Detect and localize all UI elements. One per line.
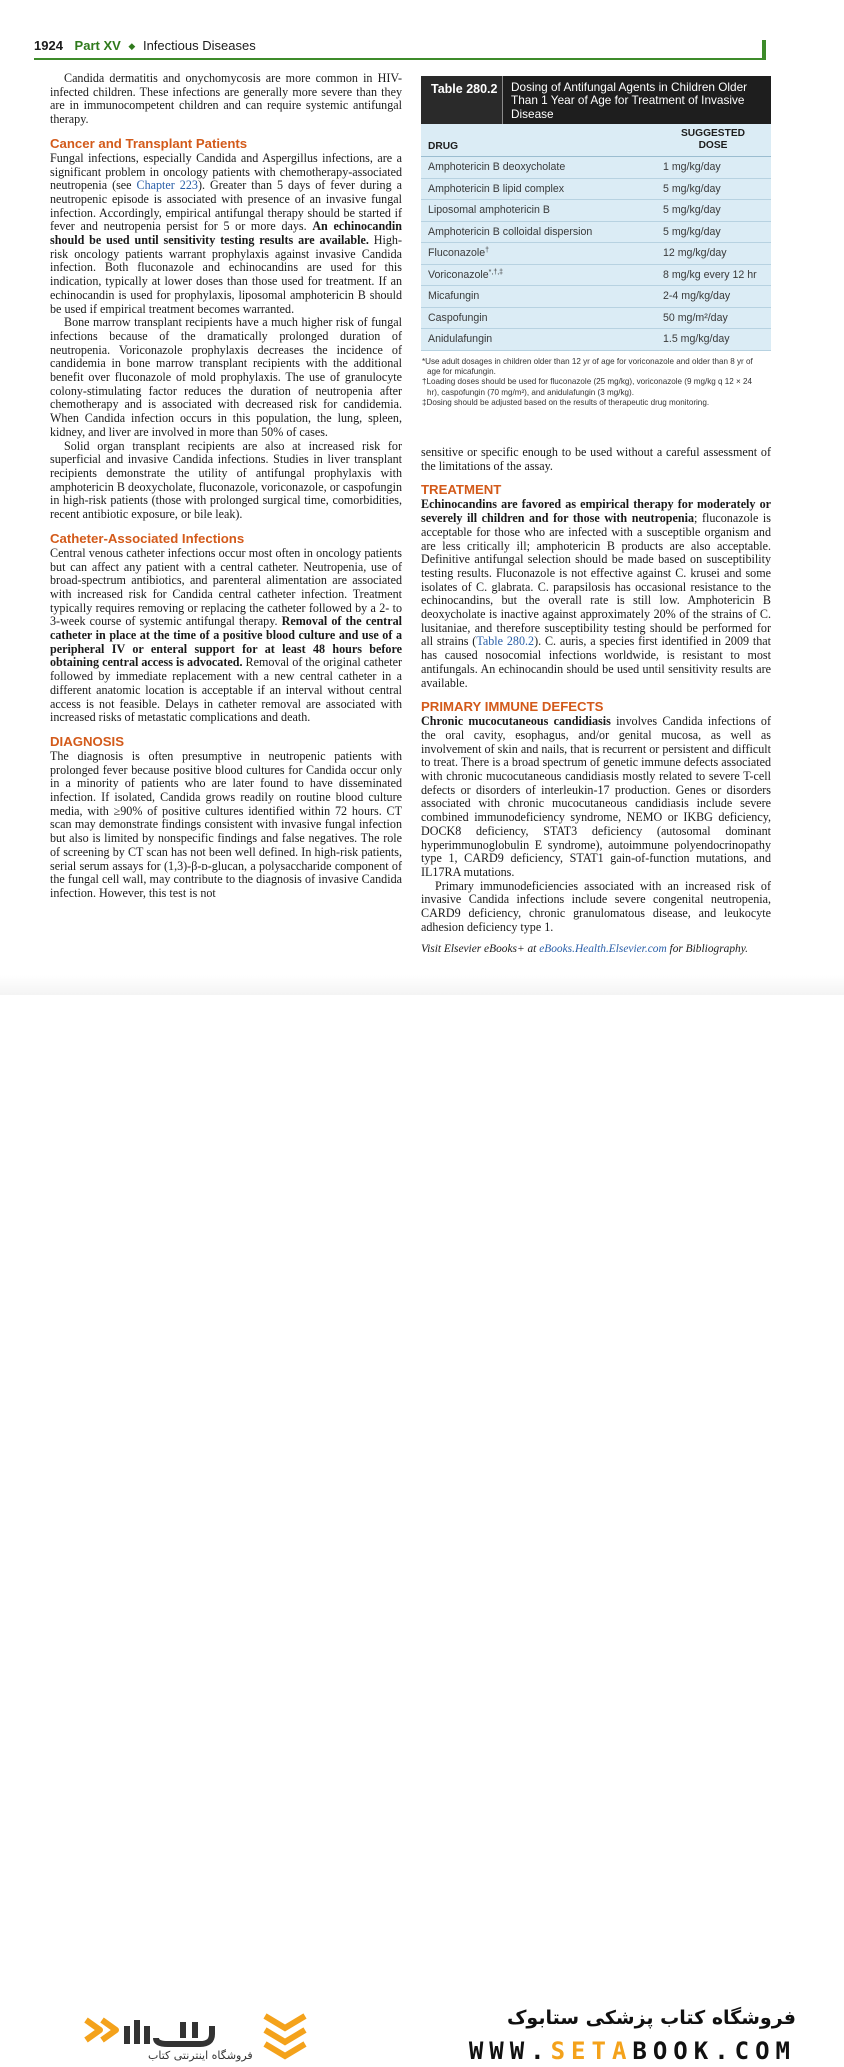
table-row <box>421 222 771 244</box>
continued-paragraph: sensitive or specific enough to be used without a careful assessment of the limitations of the assay. <box>421 445 771 473</box>
drug-dose: 2-4 mg/kg/day <box>663 290 731 302</box>
heading-catheter: Catheter-Associated Infections <box>50 530 245 546</box>
store-banner <box>0 995 844 2065</box>
table-number: Table 280.2 <box>421 76 503 124</box>
column-drug: DRUG <box>428 141 458 152</box>
drug-dose: 5 mg/kg/day <box>663 182 721 195</box>
chapter-link[interactable]: Chapter 223 <box>136 178 198 193</box>
cancer-paragraph-2: Bone marrow transplant recipients have a much higher risk of fungal infections because of the dramatically prolonged duration of neutropenia. Voriconazole prophylaxis decreases the incidence of candidemia in bone marrow transplant recipients with the additional benefit over fluconazole of mold prophylaxis. The use of granulocyte colony-stimulating factor reduces the duration of neutropenia after chemotherapy and is associated with decreased risk for candidemia. When Candida infection occurs in this population, the lung, spleen, kidney, and liver are involved in more than 50% of cases. <box>50 315 402 439</box>
table-row <box>421 286 771 308</box>
pid-paragraph-1: Chronic mucocutaneous candidiasis involves Candida infections of the oral cavity, esophagus, and/or genital mucosa, as well as involvement of skin and nails, that is recurrent or persistent and difficult to treat. There is a broad spectrum of genetic immune defects associated with chronic mucocutaneous candidiasis mostly related to severe T-cell defects or disorders of interleukin-17 production. Genes or disorders associated with chronic mucocutaneous candidiasis include severe combined immunodeficiency syndrome, NEMO or IKBG deficiency, DOCK8 deficiency, STAT3 deficiency (autosomal dominant hyperimmunoglobulin E syndrome), autoimmune polyendocrinopathy type 1, CARD9 deficiency, STAT1 gain-of-function mutations, and IL17RA mutations. <box>421 714 771 879</box>
table-row <box>421 308 771 330</box>
header-tick <box>762 40 766 60</box>
footnote: *Use adult dosages in children older than 12 yr of age for voriconazole and older than 8 yr of age for micafungin. <box>422 356 753 376</box>
catheter-paragraph: Central venous catheter infections occur most often in oncology patients but can affect any patient with a central catheter. Neutropenia, use of broad-spectrum antibiotics, and parenteral alimentation are associated with increased risk for Candida central catheter infection. Treatment typically requires removing or replacing the catheter followed by a 2- to 3-week course of systemic antifungal therapy. Removal of the central catheter in place at the time of a positive blood culture and use of a peripheral IV or enteral support for at least 48 hours before obtaining central access is advocated. Removal of the original catheter followed by immediate replacement with a new central catheter in a different anatomic location is acceptable if an interval without central access is not feasible. Delays in catheter removal are associated with increased risks of metastatic complications and death. <box>50 545 402 725</box>
footnote: †Loading doses should be used for fluconazole (25 mg/kg), voriconazole (9 mg/kg q 12 × 24 hr), caspofungin (70 mg/m²), and anidulafungin (3 mg/kg). <box>422 377 753 397</box>
diamond-icon: ◆ <box>128 41 136 51</box>
drug-name: Fluconazole† <box>428 247 490 259</box>
table-link[interactable]: Table 280.2 <box>476 634 535 649</box>
drug-dose: 50 mg/m²/day <box>663 311 728 324</box>
table-title: Dosing of Antifungal Agents in Children Older Than 1 Year of Age for Treatment of Invasive Disease <box>511 80 748 121</box>
drug-name: Liposomal amphotericin B <box>428 204 550 216</box>
page-number: 1924 <box>34 38 63 53</box>
book-page <box>0 0 844 995</box>
drug-name: Amphotericin B lipid complex <box>428 182 565 195</box>
footnote: ‡Dosing should be adjusted based on the results of therapeutic drug monitoring. <box>422 398 710 408</box>
book-stack-icon <box>262 2012 308 2067</box>
bibliography-note: Visit Elsevier eBooks+ at eBooks.Health.Elsevier.com for Bibliography. <box>421 942 749 955</box>
drug-dose: 8 mg/kg every 12 hr <box>663 268 757 281</box>
drug-dose: 12 mg/kg/day <box>663 247 727 259</box>
table-row <box>421 200 771 222</box>
running-header <box>34 38 764 58</box>
drug-name: Amphotericin B deoxycholate <box>428 161 566 173</box>
left-column <box>50 72 402 901</box>
pid-paragraph-2: Primary immunodeficiencies associated with an increased risk of invasive Candida infections include severe congenital neutropenia, CARD9 deficiency, chronic granulomatous disease, and leukocyte adhesion deficiency type 1. <box>421 878 771 934</box>
drug-dose: 5 mg/kg/day <box>663 204 721 216</box>
drug-name: Caspofungin <box>428 311 488 324</box>
column-dose: SUGGESTED DOSE <box>681 128 745 151</box>
drug-name: Amphotericin B colloidal dispersion <box>428 225 593 238</box>
table-column-headers <box>421 124 771 157</box>
heading-cancer: Cancer and Transplant Patients <box>50 135 248 151</box>
setabook-logo-icon <box>80 2012 250 2048</box>
section-label: Infectious Diseases <box>142 38 256 53</box>
cancer-paragraph-1: Fungal infections, especially Candida and Aspergillus infections, are a significant problem in oncology patients with chemotherapy-associated neutropenia (see Chapter 223). Greater than 5 days of fever during a neutropenic episode is associated with presence of an invasive fungal infection. Accordingly, empirical antifungal therapy should be started if fever and neutropenia persist for 5 or more days. An echinocandin should be used until sensitivity testing results are available. High-risk oncology patients warrant prophylaxis against invasive Candida infection. Both fluconazole and echinocandins are used for this indication, typically at lower doses than those used for treatment. If an echinocandin is used for prophylaxis, liposomal amphotericin B should be used if empirical treatment becomes warranted. <box>50 150 402 316</box>
heading-diagnosis: DIAGNOSIS <box>50 733 125 749</box>
table-body <box>421 124 771 351</box>
table-row <box>421 157 771 179</box>
table-footnotes <box>421 357 766 409</box>
heading-treatment: TREATMENT <box>421 482 502 498</box>
drug-name: Voriconazole*,†,‡ <box>428 268 504 281</box>
heading-primary-immune-defects: PRIMARY IMMUNE DEFECTS <box>421 699 604 715</box>
drug-dose: 1 mg/kg/day <box>663 161 721 173</box>
ebooks-link[interactable]: eBooks.Health.Elsevier.com <box>539 942 667 955</box>
treatment-paragraph: Echinocandins are favored as empirical therapy for moderately or severely ill children and for those with neutropenia; fluconazole is acceptable for those who are infected with a susceptible organism and are less critically ill; amphotericin B products are also acceptable. Definitive antifungal selection should be made based on susceptibility testing results. Fluconazole is not effective against C. krusei and some isolates of C. glabrata. C. parapsilosis has occasional resistance to the echinocandins, but the overall rate is still low. Amphotericin B deoxycholate is inactive against approximately 20% of the strains of C. lusitaniae, and therefore susceptibility testing should be performed for all strains (Table 280.2). C. auris, a species first identified in 2009 that has caused nosocomial infections worldwide, is resistant to most antifungals. An echinocandin should be used until sensitivity results are available. <box>421 497 772 690</box>
diagnosis-paragraph: The diagnosis is often presumptive in neutropenic patients with prolonged fever because positive blood cultures for Candida occur only in a minority of patients who are later found to have disseminated infection. If isolated, Candida grows readily on routine blood culture media, with ≥90% of positive cultures identified within 72 hours. CT scan may demonstrate findings consistent with invasive fungal infection but also is limited by nonspecific findings and false negatives. The role of screening by CT scan has not been well defined. In high-risk patients, serial serum assays for (1,3)-β-ᴅ-glucan, a polysaccharide component of the fungal cell wall, may contribute to the diagnosis of invasive Candida infection. However, this test is not <box>50 748 402 900</box>
table-row <box>421 329 771 351</box>
drug-dose: 1.5 mg/kg/day <box>663 333 730 345</box>
store-url[interactable]: WWW.SETABOOK.COM <box>468 2037 796 2065</box>
store-logo-subtitle: فروشگاه اینترنتی کتاب <box>148 2049 253 2062</box>
table-rows <box>421 157 771 351</box>
table-row <box>421 179 771 201</box>
dosing-table <box>421 76 771 409</box>
intro-paragraph: Candida dermatitis and onychomycosis are more common in HIV-infected children. These infections are generally more severe than they are in immunocompetent children and can require systemic antifungal therapy. <box>50 71 402 127</box>
table-row <box>421 243 771 265</box>
cancer-paragraph-3: Solid organ transplant recipients are also at increased risk for superficial and invasive Candida infections. Studies in liver transplant recipients demonstrate the utility of antifungal prophylaxis with amphotericin B deoxycholate, fluconazole, voriconazole, or caspofungin in high-risk patients (those with prolonged surgical time, comorbidities, recent antibiotic exposure, or bile leak). <box>50 438 402 522</box>
header-rule <box>34 58 764 60</box>
part-label: Part XV <box>74 38 121 53</box>
drug-name: Micafungin <box>428 290 480 302</box>
drug-dose: 5 mg/kg/day <box>663 225 721 238</box>
table-header <box>421 76 771 124</box>
right-column <box>421 446 771 956</box>
drug-name: Anidulafungin <box>428 333 493 345</box>
table-row <box>421 265 771 287</box>
store-name: فروشگاه کتاب پزشکی ستابوک <box>506 2007 796 2029</box>
